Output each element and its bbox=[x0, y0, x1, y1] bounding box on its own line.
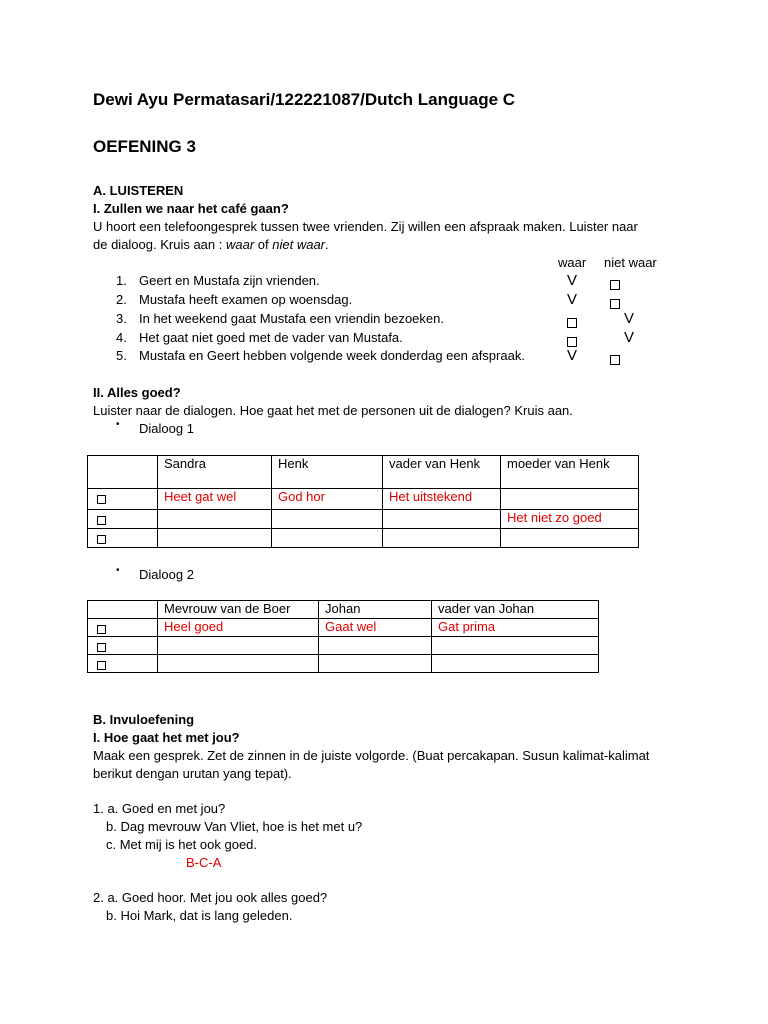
checkbox-square[interactable] bbox=[97, 535, 106, 544]
row-checkbox-cell[interactable] bbox=[88, 655, 158, 673]
item-number: 2. bbox=[116, 292, 127, 307]
check-mark: V bbox=[624, 310, 635, 327]
row-checkbox-cell[interactable] bbox=[88, 637, 158, 655]
table-header-cell: Johan bbox=[319, 601, 432, 619]
table-cell[interactable] bbox=[383, 510, 501, 529]
table-cell[interactable] bbox=[158, 529, 272, 548]
intro-waar: waar bbox=[225, 237, 255, 252]
row-checkbox-cell[interactable] bbox=[88, 619, 158, 637]
intro-prefix: de dialoog. Kruis aan : bbox=[93, 237, 226, 252]
q1-answer: B-C-A bbox=[186, 855, 222, 870]
checkbox-square[interactable] bbox=[567, 337, 577, 347]
table-cell[interactable] bbox=[272, 510, 383, 529]
item-number: 5. bbox=[116, 348, 127, 363]
check-mark: V bbox=[624, 329, 635, 346]
col-waar-header: waar bbox=[558, 255, 587, 270]
exercise-title: OEFENING 3 bbox=[93, 137, 196, 156]
table-cell[interactable]: Heel goed bbox=[158, 619, 319, 637]
q1-option-b: b. Dag mevrouw Van Vliet, hoe is het met u? bbox=[106, 819, 363, 834]
q2-option-a: 2. a. Goed hoor. Met jou ook alles goed? bbox=[93, 890, 328, 905]
item-number: 1. bbox=[116, 273, 127, 288]
empty-checkbox[interactable] bbox=[567, 314, 577, 329]
table-cell[interactable] bbox=[158, 510, 272, 529]
part1-title: I. Zullen we naar het café gaan? bbox=[93, 201, 289, 216]
item-number: 3. bbox=[116, 311, 127, 326]
part2-title: II. Alles goed? bbox=[93, 385, 181, 400]
checkbox-square[interactable] bbox=[567, 318, 577, 328]
q1-option-a: 1. a. Goed en met jou? bbox=[93, 801, 226, 816]
table-cell[interactable]: Het uitstekend bbox=[383, 489, 501, 510]
dialoog2-table bbox=[87, 600, 599, 673]
col-niet-waar-header: niet waar bbox=[604, 255, 657, 270]
table-cell[interactable]: Gat prima bbox=[432, 619, 599, 637]
table-header-cell: Mevrouw van de Boer bbox=[158, 601, 319, 619]
item-text: Mustafa en Geert hebben volgende week donderdag een afspraak. bbox=[139, 348, 525, 363]
section-b-intro-line2: berikut dengan urutan yang tepat). bbox=[93, 766, 292, 781]
table-cell[interactable] bbox=[383, 529, 501, 548]
check-mark: V bbox=[567, 347, 578, 364]
check-mark: V bbox=[567, 272, 578, 289]
checkbox-square[interactable] bbox=[610, 280, 620, 290]
row-checkbox-cell[interactable] bbox=[88, 510, 158, 529]
empty-checkbox[interactable] bbox=[610, 295, 620, 310]
table-header-cell: vader van Johan bbox=[432, 601, 599, 619]
author-line: Dewi Ayu Permatasari/122221087/Dutch Language C bbox=[93, 90, 516, 109]
item-text: Mustafa heeft examen op woensdag. bbox=[139, 292, 353, 307]
checkbox-square[interactable] bbox=[97, 643, 106, 652]
table-cell[interactable] bbox=[432, 637, 599, 655]
empty-checkbox[interactable] bbox=[567, 333, 577, 348]
table-header-cell: moeder van Henk bbox=[501, 456, 639, 489]
checkbox-square[interactable] bbox=[610, 299, 620, 309]
checkbox-square[interactable] bbox=[97, 625, 106, 634]
row-checkbox-cell[interactable] bbox=[88, 529, 158, 548]
table-cell[interactable] bbox=[319, 637, 432, 655]
dialoog2-label: Dialoog 2 bbox=[139, 567, 194, 582]
item-text: Het gaat niet goed met de vader van Mustafa. bbox=[139, 330, 403, 345]
table-row bbox=[88, 619, 599, 637]
checkbox-square[interactable] bbox=[97, 661, 106, 670]
table-cell[interactable]: God hor bbox=[272, 489, 383, 510]
table-cell[interactable]: Het niet zo goed bbox=[501, 510, 639, 529]
table-row bbox=[88, 655, 599, 673]
table-header-cell: Henk bbox=[272, 456, 383, 489]
section-a-heading: A. LUISTEREN bbox=[93, 183, 184, 198]
section-b-intro-line1: Maak een gesprek. Zet de zinnen in de juiste volgorde. (Buat percakapan. Susun kalimat-kalimat bbox=[93, 748, 650, 763]
intro-of: of bbox=[254, 237, 273, 252]
table-cell[interactable] bbox=[158, 637, 319, 655]
q2-option-b: b. Hoi Mark, dat is lang geleden. bbox=[106, 908, 293, 923]
item-number: 4. bbox=[116, 330, 127, 345]
table-cell[interactable] bbox=[272, 529, 383, 548]
empty-checkbox[interactable] bbox=[610, 351, 620, 366]
checkbox-square[interactable] bbox=[97, 495, 106, 504]
dialoog1-table bbox=[87, 455, 639, 548]
table-cell[interactable] bbox=[432, 655, 599, 673]
table-row bbox=[88, 529, 639, 548]
checkbox-square[interactable] bbox=[610, 355, 620, 365]
table-cell[interactable] bbox=[501, 529, 639, 548]
table-cell[interactable]: Heet gat wel bbox=[158, 489, 272, 510]
q1-option-c: c. Met mij is het ook goed. bbox=[106, 837, 258, 852]
part1-intro-line2 bbox=[93, 237, 329, 252]
table-cell[interactable] bbox=[319, 655, 432, 673]
item-text: In het weekend gaat Mustafa een vriendin bezoeken. bbox=[139, 311, 444, 326]
bullet-dialoog2: • bbox=[116, 565, 120, 576]
part1-intro-line1: U hoort een telefoongesprek tussen twee vrienden. Zij willen een afspraak maken. Luister naar bbox=[93, 219, 638, 234]
check-mark: V bbox=[567, 291, 578, 308]
table-cell[interactable]: Gaat wel bbox=[319, 619, 432, 637]
table-corner-cell bbox=[88, 601, 158, 619]
table-row bbox=[88, 637, 599, 655]
dialoog1-label: Dialoog 1 bbox=[139, 421, 194, 436]
section-b-heading: B. Invuloefening bbox=[93, 712, 195, 727]
row-checkbox-cell[interactable] bbox=[88, 489, 158, 510]
table-header-cell: vader van Henk bbox=[383, 456, 501, 489]
table-row bbox=[88, 489, 639, 510]
intro-end: . bbox=[325, 237, 329, 252]
table-row bbox=[88, 510, 639, 529]
table-header-cell: Sandra bbox=[158, 456, 272, 489]
table-cell[interactable] bbox=[501, 489, 639, 510]
table-cell[interactable] bbox=[158, 655, 319, 673]
intro-niet-waar: niet waar bbox=[272, 237, 325, 252]
table-corner-cell bbox=[88, 456, 158, 489]
empty-checkbox[interactable] bbox=[610, 276, 620, 291]
item-text: Geert en Mustafa zijn vrienden. bbox=[139, 273, 320, 288]
bullet-dialoog1: • bbox=[116, 419, 120, 430]
section-b-title: I. Hoe gaat het met jou? bbox=[93, 730, 240, 745]
checkbox-square[interactable] bbox=[97, 516, 106, 525]
part2-intro: Luister naar de dialogen. Hoe gaat het met de personen uit de dialogen? Kruis aan. bbox=[93, 403, 573, 418]
